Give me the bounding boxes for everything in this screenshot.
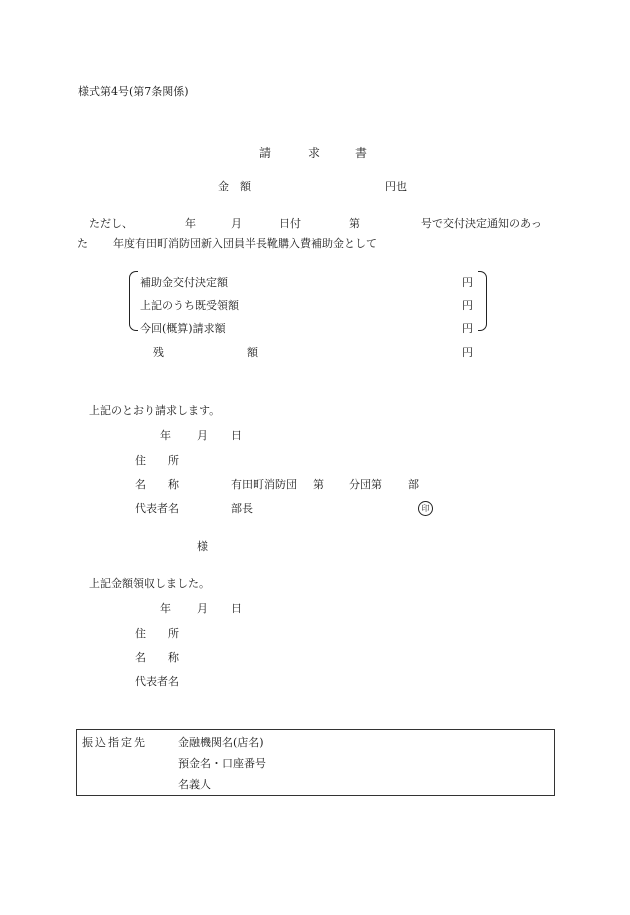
bank-line-3: 名義人	[178, 778, 211, 791]
breakdown-label-2: 上記のうち既受領額	[140, 299, 239, 312]
bank-line-1: 金融機関名(店名)	[178, 736, 264, 749]
receipt-address-label: 住 所	[135, 627, 179, 640]
breakdown-label-3: 今回(概算)請求額	[140, 322, 226, 335]
tadashi-ta: た	[77, 237, 88, 250]
request-date-day: 日	[231, 429, 242, 442]
bank-transfer-box	[76, 729, 555, 796]
request-date-year: 年	[160, 429, 171, 442]
org-name-a: 有田町消防団	[231, 478, 297, 491]
receipt-date-year: 年	[160, 602, 171, 615]
tadashi-dai: 第	[349, 217, 360, 230]
title-char-3: 書	[355, 146, 368, 160]
receipt-statement: 上記金額領収しました。	[89, 577, 210, 590]
zan-label-b: 額	[247, 346, 258, 359]
request-rep-label: 代表者名	[135, 502, 179, 515]
request-statement: 上記のとおり請求します。	[89, 404, 221, 417]
request-name-label: 名 称	[135, 478, 179, 491]
tadashi-tail: 号で交付決定通知のあっ	[421, 217, 542, 230]
org-name-c: 分団第	[349, 478, 382, 491]
tadashi-month: 月	[231, 217, 242, 230]
receipt-date-day: 日	[231, 602, 242, 615]
receipt-date-month: 月	[197, 602, 208, 615]
zan-label-a: 残	[153, 346, 164, 359]
title-char-2: 求	[308, 146, 321, 160]
request-rep-title: 部長	[231, 502, 253, 515]
tadashi-lead: ただし、	[89, 217, 133, 230]
breakdown-unit-2: 円	[462, 299, 473, 312]
amount-label: 金 額	[218, 180, 251, 193]
tadashi-year: 年	[185, 217, 196, 230]
sama-label: 様	[197, 540, 208, 553]
breakdown-unit-3: 円	[462, 322, 473, 335]
right-bracket	[478, 271, 487, 331]
seal-mark: 印	[418, 501, 433, 516]
bank-line-2: 預金名・口座番号	[178, 757, 266, 770]
title-char-1: 請	[259, 146, 272, 160]
receipt-name-label: 名 称	[135, 651, 179, 664]
breakdown-unit-1: 円	[462, 276, 473, 289]
org-name-b: 第	[313, 478, 324, 491]
zan-unit: 円	[462, 346, 473, 359]
request-address-label: 住 所	[135, 454, 179, 467]
breakdown-label-1: 補助金交付決定額	[140, 276, 228, 289]
tadashi-purpose: 年度有田町消防団新入団員半長靴購入費補助金として	[113, 237, 377, 250]
bank-heading: 振込指定先	[82, 736, 147, 749]
org-name-d: 部	[408, 478, 419, 491]
left-bracket	[129, 271, 138, 331]
request-date-month: 月	[197, 429, 208, 442]
form-number-label: 様式第4号(第7条関係)	[78, 85, 189, 98]
receipt-rep-label: 代表者名	[135, 675, 179, 688]
tadashi-day: 日付	[279, 217, 301, 230]
amount-unit: 円也	[385, 180, 407, 193]
